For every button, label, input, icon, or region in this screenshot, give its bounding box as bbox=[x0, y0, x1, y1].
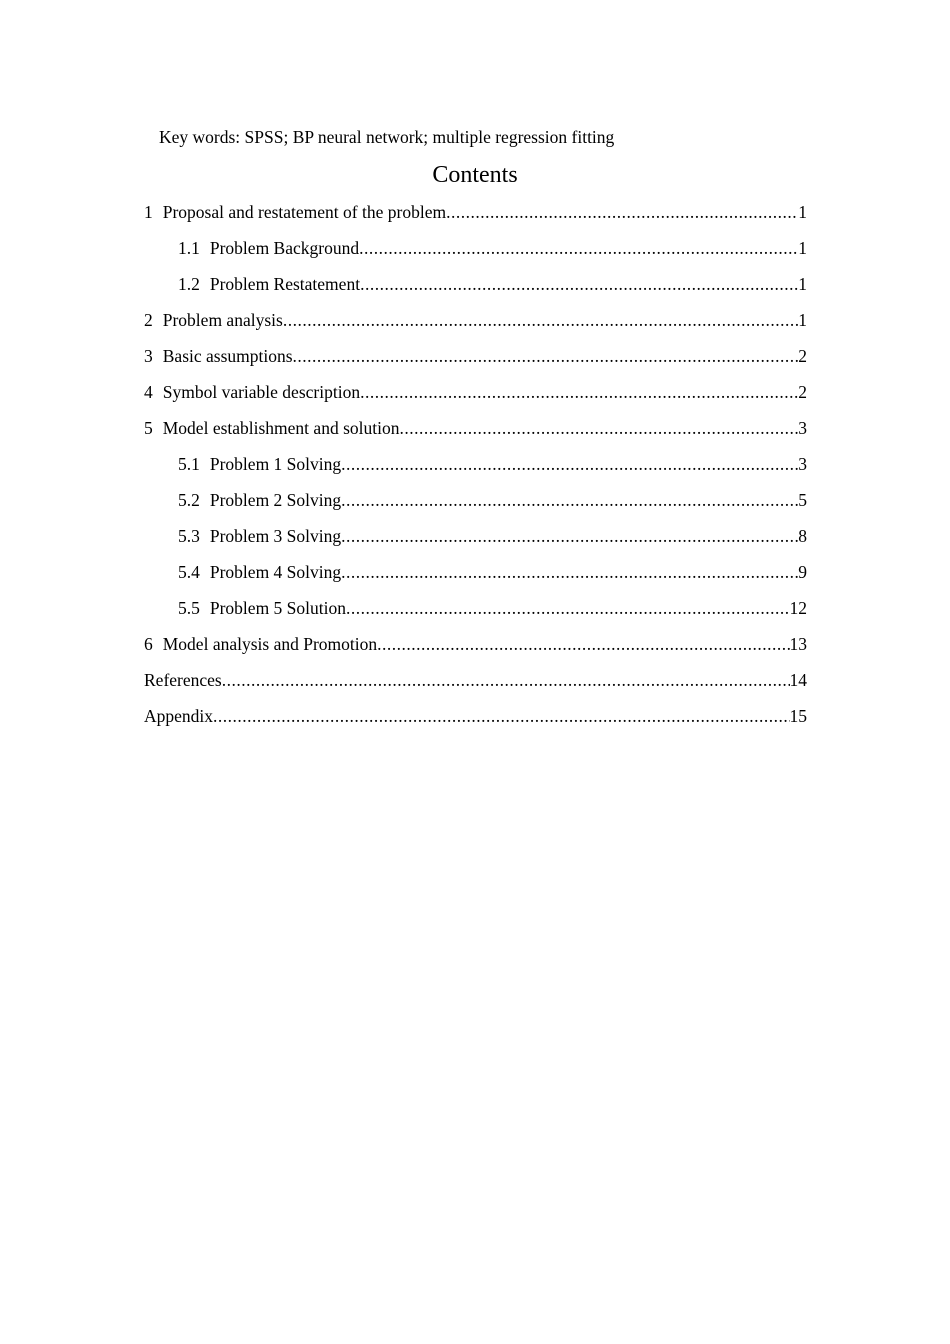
toc-entry[interactable] bbox=[144, 344, 807, 380]
toc-entry-page-number: 2 bbox=[798, 382, 807, 402]
toc-entry-title: Proposal and restatement of the problem bbox=[162, 202, 447, 222]
toc-entry-page-number: 1 bbox=[798, 310, 807, 330]
toc-dot-leader bbox=[222, 668, 790, 692]
toc-entry-page-number: 1 bbox=[798, 274, 807, 294]
toc-entry-number: 5.4 bbox=[178, 562, 200, 582]
toc-dot-leader bbox=[341, 560, 798, 584]
toc-entry[interactable] bbox=[144, 488, 807, 524]
toc-entry-number: 6 bbox=[144, 634, 153, 654]
toc-entry-title: Problem 4 Solving bbox=[209, 562, 342, 582]
toc-entry-number: 5.3 bbox=[178, 526, 200, 546]
toc-dot-leader bbox=[341, 452, 798, 476]
toc-entry-title: Symbol variable description bbox=[162, 382, 361, 402]
toc-entry-number: 1.2 bbox=[178, 274, 200, 294]
toc-entry-page-number: 9 bbox=[798, 562, 807, 582]
toc-entry-number: 1 bbox=[144, 202, 153, 222]
toc-entry-page-number: 8 bbox=[798, 526, 807, 546]
toc-entry-page-number: 3 bbox=[798, 418, 807, 438]
toc-entry-title: References bbox=[144, 670, 222, 690]
toc-entry-title: Problem Restatement bbox=[209, 274, 361, 294]
toc-entry[interactable] bbox=[144, 452, 807, 488]
toc-entry-number: 5.5 bbox=[178, 598, 200, 618]
toc-entry-title: Problem 3 Solving bbox=[209, 526, 342, 546]
toc-dot-leader bbox=[341, 488, 798, 512]
toc-entry-page-number: 13 bbox=[789, 634, 807, 654]
toc-entry-page-number: 2 bbox=[798, 346, 807, 366]
toc-dot-leader bbox=[213, 704, 789, 728]
toc-entry[interactable] bbox=[144, 524, 807, 560]
toc-entry[interactable] bbox=[144, 704, 807, 740]
toc-dot-leader bbox=[360, 380, 798, 404]
toc-entry[interactable] bbox=[144, 236, 807, 272]
toc-entry-title: Basic assumptions bbox=[162, 346, 293, 366]
toc-entry-page-number: 5 bbox=[798, 490, 807, 510]
toc-entry-title: Appendix bbox=[144, 706, 214, 726]
toc-dot-leader bbox=[377, 632, 789, 656]
toc-entry-title: Model establishment and solution bbox=[162, 418, 400, 438]
toc-dot-leader bbox=[360, 272, 798, 296]
contents-heading: Contents bbox=[432, 162, 518, 188]
toc-dot-leader bbox=[446, 200, 798, 224]
toc-entry-title: Problem Background bbox=[209, 238, 360, 258]
toc-dot-leader bbox=[359, 236, 798, 260]
toc-entry-page-number: 12 bbox=[789, 598, 807, 618]
toc-entry-title: Problem 1 Solving bbox=[209, 454, 342, 474]
toc-entry[interactable] bbox=[144, 416, 807, 452]
toc-dot-leader bbox=[283, 308, 798, 332]
toc-entry-page-number: 3 bbox=[798, 454, 807, 474]
toc-entry-number: 3 bbox=[144, 346, 153, 366]
toc-entry-title: Problem analysis bbox=[162, 310, 283, 330]
toc-entry[interactable] bbox=[144, 380, 807, 416]
toc-entry-number: 5.1 bbox=[178, 454, 200, 474]
toc-entry-number: 4 bbox=[144, 382, 153, 402]
toc-entry-title: Problem 2 Solving bbox=[209, 490, 342, 510]
keywords-line: Key words: SPSS; BP neural network; multiple regression fitting bbox=[159, 127, 615, 147]
toc-entry-page-number: 1 bbox=[798, 202, 807, 222]
toc-dot-leader bbox=[293, 344, 799, 368]
toc-entry-number: 5.2 bbox=[178, 490, 200, 510]
toc-dot-leader bbox=[399, 416, 798, 440]
toc-entry-number: 5 bbox=[144, 418, 153, 438]
toc-entry[interactable] bbox=[144, 200, 807, 236]
toc-dot-leader bbox=[346, 596, 790, 620]
toc-entry-title: Problem 5 Solution bbox=[209, 598, 346, 618]
toc-entry[interactable] bbox=[144, 560, 807, 596]
toc-entry[interactable] bbox=[144, 632, 807, 668]
toc-entry-number: 1.1 bbox=[178, 238, 200, 258]
toc-entry-page-number: 14 bbox=[789, 670, 807, 690]
toc-entry-page-number: 1 bbox=[798, 238, 807, 258]
toc-entry-title: Model analysis and Promotion bbox=[162, 634, 378, 654]
toc-entry[interactable] bbox=[144, 668, 807, 704]
toc-entry-number: 2 bbox=[144, 310, 153, 330]
toc-entry[interactable] bbox=[144, 596, 807, 632]
toc-dot-leader bbox=[341, 524, 798, 548]
toc-entry[interactable] bbox=[144, 308, 807, 344]
toc-entry[interactable] bbox=[144, 272, 807, 308]
table-of-contents bbox=[144, 200, 807, 740]
toc-entry-page-number: 15 bbox=[789, 706, 807, 726]
